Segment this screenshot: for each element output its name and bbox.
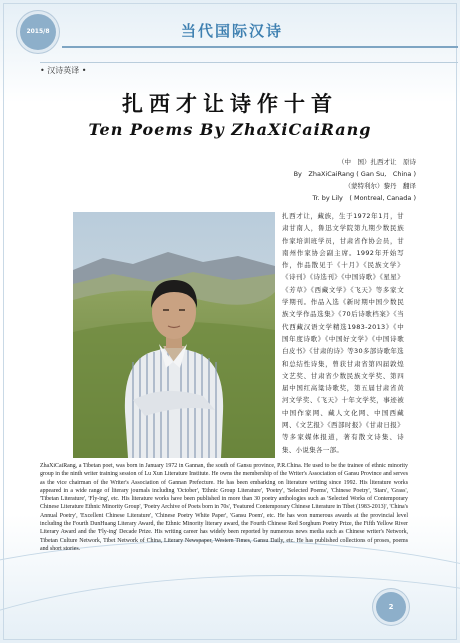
author-credit-chinese: （中 国）扎西才让 原诗 [338,158,416,166]
magazine-title: 当代国际汉诗 [180,22,283,40]
author-bio-english: ZhaXiCaiRang, a Tibetan poet, was born in January 1972 in Gannan, the south of Gansu province, P.R.China. He used to be the trainee of ethnic minority group in the ninth writer training session of Lu Xun Literature Institute. He owns the membership of the Writer's Association of Gansu Province and serves as the vice chairman of the Writer's Association of Gannan Prefecture. He has been embarking on literature writing since 1992. His literature works appeared in a wide range of literary journals including 'October', 'Ethnic Group Literature', 'Poetry', 'Selected Poems', 'Chinese Poetry', 'Stars', 'Grass', 'Tibetan Literature', 'Fly-ing', etc. His literature works have been published in more than 30 poetry anthologies such as 'Selected Works of Contemporary Chinese Literature Ethnic Minority Group', 'Poetry Archive of Poets born in 70s', 'Featured Contemporary Chinese Literature in Tibet (1983-2013)', 'China's Annual Poetry', 'Excellent Chinese Literature', 'Chinese Poetry White Paper', 'Gansu Poem', etc. He has won numerous awards at the provincial level including the Fourth DunHuang Literary Award, the Ethnic Minority literary award, the Fourth Chinese Red Sorghum Poetry Prize, the Fifth Yellow River Literary Award and the 'Fly-ing' Decade Prize. His writing career has widely been reported by numerous news media such as Chinese writer's Network, Tibetan Culture Network, Tibet Network of China, Literary Newspaper, Western Times, Gansu Daily, etc. He has published collections of proses, poems and short stories. [40,463,409,552]
author-bio-chinese: 扎西才让，藏族，生于1972年1月，甘肃甘南人，鲁迅文学院第九期少数民族作家培训班学员，甘肃省作协会员，甘南州作家协会副主席。1992年开始写作，作品散见于《十月》《民族文学》《诗刊》《诗选刊》《中国诗歌》《星星》《芳草》《西藏文学》《飞天》等多家文学期刊。作品入选《新时期中国少数民族文学作品选集》《70后诗歌档案》《当代西藏汉语文学精选1983-2013》《中国年度诗歌》《中国好文学》《中国诗歌白皮书》《甘肃的诗》等30多部诗歌年选和总结性诗集，曾获甘肃省第四届敦煌文艺奖、甘肃省少数民族文学奖、第四届中国红高粱诗歌奖，第五届甘肃省黄河文学奖、《飞天》十年文学奖，事迹被中国作家网、藏人文化网、中国西藏网、《文艺报》《西部时报》《甘肃日报》等多家媒体报道，著有散文诗集、诗集、小说集各一部。 [282,212,404,454]
header-divider-thin [40,62,458,63]
issue-date-badge: 2015/8 [20,14,56,50]
article-title-chinese: 扎西才让诗作十首 [122,91,338,116]
author-credit-english: By ZhaXiCaiRang ( Gan Su, China ) [293,170,416,178]
translator-credit-chinese: （蒙特利尔）黎丹 翻译 [344,182,416,190]
author-photo-illustration [73,212,275,458]
translator-credit-english: Tr. by Lily ( Montreal, Canada ) [312,194,416,202]
section-tag: • 汉诗英译 • [40,66,87,75]
author-photo [73,212,275,458]
header-divider [62,46,458,48]
article-title-english: Ten Poems By ZhaXiCaiRang [88,120,372,139]
page-number-badge: 2 [376,592,406,622]
